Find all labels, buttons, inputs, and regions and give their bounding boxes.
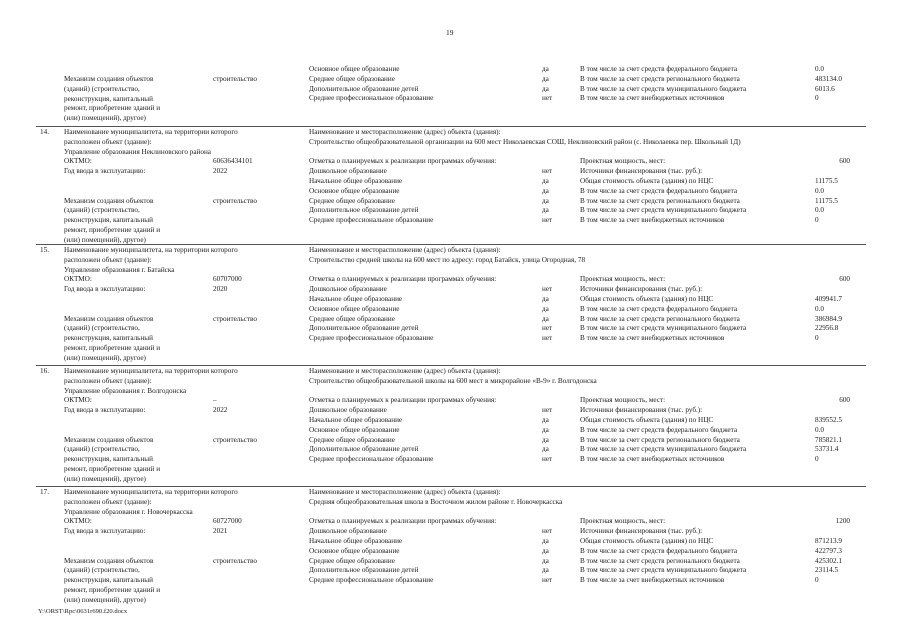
mechanism-label: Механизм создания объектов xyxy=(64,314,154,323)
funding-value: 11175.5 xyxy=(815,177,838,185)
program-label: Основное общее образование xyxy=(309,546,400,555)
mechanism-label: реконструкция, капитальный xyxy=(64,334,153,343)
funding-label: Общая стоимость объекта (здания) по НЦС xyxy=(580,537,714,545)
funding-label: Общая стоимость объекта (здания) по НЦС xyxy=(580,416,714,424)
funding-label: Общая стоимость объекта (здания) по НЦС xyxy=(580,177,714,185)
authority-name: Управление образования Неклиновского района xyxy=(64,147,211,156)
funding-value: 0.0 xyxy=(815,186,824,195)
funding-label: В том числе за счет средств муниципального бюджета xyxy=(580,566,747,575)
program-mark: да xyxy=(542,65,549,73)
oktmo-value: 60636434101 xyxy=(213,157,253,166)
authority-name: Управление образования г. Батайска xyxy=(64,265,175,274)
funding-sources-label: Источники финансирования (тыс. руб.): xyxy=(580,527,703,536)
mechanism-label: (или) помещений), другое) xyxy=(64,235,146,244)
year-label: Год ввода в эксплуатацию: xyxy=(64,285,146,294)
program-mark: нет xyxy=(542,167,553,176)
mechanism-label: (или) помещений), другое) xyxy=(64,595,146,604)
mechanism-label: Механизм создания объектов xyxy=(64,556,154,565)
entry-number: 17. xyxy=(40,488,49,496)
mechanism-label: реконструкция, капитальный xyxy=(64,576,153,585)
program-mark: да xyxy=(542,314,549,323)
mechanism-label: реконструкция, капитальный xyxy=(64,94,153,103)
mechanism-value: строительство xyxy=(213,314,257,323)
funding-value: 22956.8 xyxy=(815,324,839,333)
object-location: Средняя общеобразовательная школа в Восточном жилом районе г. Новочеркасска xyxy=(309,497,563,506)
program-mark: да xyxy=(542,74,549,83)
muni-name-label: Наименование муниципалитета, на территории которого xyxy=(64,488,238,496)
program-label: Дошкольное образование xyxy=(309,285,387,294)
mechanism-label: Механизм создания объектов xyxy=(64,75,154,83)
program-label: Дополнительное образование детей xyxy=(309,206,419,215)
program-label: Среднее профессиональное образование xyxy=(309,216,434,225)
funding-value: 0.0 xyxy=(815,304,824,313)
funding-label: В том числе за счет средств регионального бюджета xyxy=(580,314,740,323)
funding-sources-label: Источники финансирования (тыс. руб.): xyxy=(580,406,703,415)
mechanism-label: (или) помещений), другое) xyxy=(64,114,146,123)
program-label: Начальное общее образование xyxy=(309,177,403,185)
funding-value: 0.0 xyxy=(815,65,824,73)
program-label: Начальное общее образование xyxy=(309,537,403,545)
page-number: 19 xyxy=(446,28,454,37)
mechanism-label: (зданий) (строительство, xyxy=(64,206,140,215)
program-label: Основное общее образование xyxy=(309,304,400,313)
program-label: Основное общее образование xyxy=(309,425,400,434)
year-label: Год ввода в эксплуатацию: xyxy=(64,527,146,536)
muni-name-label: расположен объект (здание): xyxy=(64,376,152,385)
entry-number: 16. xyxy=(40,367,49,375)
funding-value: 785821.1 xyxy=(815,435,842,444)
funding-value: 0 xyxy=(815,576,819,585)
muni-name-label: Наименование муниципалитета, на территории которого xyxy=(64,128,238,136)
capacity-label: Проектная мощность, мест: xyxy=(580,157,666,166)
funding-label: В том числе за счет средств муниципального бюджета xyxy=(580,84,747,93)
program-mark: да xyxy=(542,196,549,205)
funding-label: В том числе за счет внебюджетных источников xyxy=(580,455,725,464)
mechanism-label: реконструкция, капитальный xyxy=(64,216,153,225)
location-heading: Наименование и месторасположение (адрес) объекта (здания): xyxy=(309,128,501,136)
muni-name-label: расположен объект (здание): xyxy=(64,255,152,264)
oktmo-value: 60727000 xyxy=(213,517,242,526)
location-heading: Наименование и месторасположение (адрес) объекта (здания): xyxy=(309,246,501,254)
funding-value: 871213.9 xyxy=(815,537,842,545)
program-label: Среднее общее образование xyxy=(309,556,395,565)
oktmo-label: ОКТМО: xyxy=(64,275,92,284)
program-mark: да xyxy=(542,177,549,185)
mechanism-label: (зданий) (строительство, xyxy=(64,84,140,93)
program-mark: да xyxy=(542,435,549,444)
mechanism-label: ремонт, приобретение зданий и xyxy=(64,226,161,234)
programs-heading: Отметка о планируемых к реализации программах обучения: xyxy=(309,275,497,284)
program-label: Дополнительное образование детей xyxy=(309,445,419,454)
capacity-label: Проектная мощность, мест: xyxy=(580,396,666,405)
program-label: Среднее профессиональное образование xyxy=(309,455,434,464)
funding-label: В том числе за счет средств регионального бюджета xyxy=(580,556,740,565)
mechanism-label: (зданий) (строительство, xyxy=(64,324,140,333)
program-mark: нет xyxy=(542,406,553,415)
program-mark: да xyxy=(542,206,549,215)
year-value: 2021 xyxy=(213,527,228,536)
muni-name-label: расположен объект (здание): xyxy=(64,137,152,146)
mechanism-label: реконструкция, капитальный xyxy=(64,455,153,464)
authority-name: Управление образования г. Новочеркасска xyxy=(64,507,193,516)
program-label: Дополнительное образование детей xyxy=(309,84,419,93)
program-label: Среднее профессиональное образование xyxy=(309,576,434,585)
program-mark: нет xyxy=(542,324,553,333)
program-mark: да xyxy=(542,546,549,555)
funding-value: 0.0 xyxy=(815,425,824,434)
mechanism-label: (зданий) (строительство, xyxy=(64,566,140,575)
mechanism-label: (или) помещений), другое) xyxy=(64,474,146,483)
object-location: Строительство средней школы на 600 мест по адресу: город Батайск, улица Огородная, 78 xyxy=(309,255,586,264)
program-mark: да xyxy=(542,445,549,454)
program-mark: да xyxy=(542,566,549,575)
funding-value: 386984.9 xyxy=(815,314,842,323)
programs-heading: Отметка о планируемых к реализации программах обучения: xyxy=(309,157,497,166)
funding-value: 409941.7 xyxy=(815,295,842,303)
program-mark: да xyxy=(542,84,549,93)
object-location: Строительство общеобразовательной организации на 600 мест Николаевская СОШ, Неклиновский район (с. Николаевка пер. Школьный 1Д) xyxy=(309,137,741,146)
capacity-label: Проектная мощность, мест: xyxy=(580,517,666,526)
funding-label: В том числе за счет средств регионального бюджета xyxy=(580,435,740,444)
year-value: 2020 xyxy=(213,285,228,294)
funding-label: В том числе за счет внебюджетных источников xyxy=(580,334,725,343)
program-label: Среднее профессиональное образование xyxy=(309,334,434,343)
mechanism-value: строительство xyxy=(213,435,257,444)
mechanism-value: строительство xyxy=(213,75,257,83)
year-label: Год ввода в эксплуатацию: xyxy=(64,167,146,176)
mechanism-label: ремонт, приобретение зданий и xyxy=(64,586,161,594)
funding-label: Общая стоимость объекта (здания) по НЦС xyxy=(580,295,714,303)
programs-heading: Отметка о планируемых к реализации программах обучения: xyxy=(309,396,497,405)
programs-heading: Отметка о планируемых к реализации программах обучения: xyxy=(309,517,497,526)
program-label: Среднее профессиональное образование xyxy=(309,94,434,103)
mechanism-label: Механизм создания объектов xyxy=(64,435,154,444)
year-label: Год ввода в эксплуатацию: xyxy=(64,406,146,415)
funding-value: 0 xyxy=(815,334,819,343)
muni-name-label: расположен объект (здание): xyxy=(64,497,152,506)
entry-number: 14. xyxy=(40,128,49,136)
program-mark: да xyxy=(542,295,549,303)
funding-value: 23114.5 xyxy=(815,566,839,575)
program-label: Среднее общее образование xyxy=(309,435,395,444)
location-heading: Наименование и месторасположение (адрес) объекта (здания): xyxy=(309,367,501,375)
funding-value: 6013.6 xyxy=(815,84,835,93)
program-mark: нет xyxy=(542,527,553,536)
program-label: Дошкольное образование xyxy=(309,167,387,176)
capacity-value: 600 xyxy=(839,157,850,166)
program-mark: да xyxy=(542,537,549,545)
program-label: Начальное общее образование xyxy=(309,416,403,424)
entry-number: 15. xyxy=(40,246,49,254)
funding-value: 483134.0 xyxy=(815,74,842,83)
row-divider xyxy=(36,365,866,366)
funding-label: В том числе за счет средств федерального бюджета xyxy=(580,546,738,555)
capacity-value: 1200 xyxy=(835,517,850,526)
program-label: Дополнительное образование детей xyxy=(309,566,419,575)
funding-label: В том числе за счет средств федерального бюджета xyxy=(580,186,738,195)
mechanism-label: ремонт, приобретение зданий и xyxy=(64,104,161,113)
funding-label: В том числе за счет внебюджетных источников xyxy=(580,216,725,225)
funding-value: 0 xyxy=(815,94,819,103)
program-label: Основное общее образование xyxy=(309,65,400,73)
funding-label: В том числе за счет средств регионального бюджета xyxy=(580,74,740,83)
program-mark: нет xyxy=(542,576,553,585)
oktmo-value: 60707000 xyxy=(213,275,242,284)
funding-label: В том числе за счет средств муниципального бюджета xyxy=(580,206,747,215)
muni-name-label: Наименование муниципалитета, на территории которого xyxy=(64,367,238,375)
program-mark: нет xyxy=(542,285,553,294)
program-mark: да xyxy=(542,186,549,195)
muni-name-label: Наименование муниципалитета, на территории которого xyxy=(64,246,238,254)
funding-label: В том числе за счет средств регионального бюджета xyxy=(580,196,740,205)
location-heading: Наименование и месторасположение (адрес) объекта (здания): xyxy=(309,488,501,496)
program-label: Начальное общее образование xyxy=(309,295,403,303)
oktmo-label: ОКТМО: xyxy=(64,517,92,526)
program-mark: да xyxy=(542,425,549,434)
program-label: Дошкольное образование xyxy=(309,527,387,536)
funding-label: В том числе за счет внебюджетных источников xyxy=(580,576,725,585)
funding-label: В том числе за счет средств федерального бюджета xyxy=(580,425,738,434)
year-value: 2022 xyxy=(213,167,228,176)
year-value: 2022 xyxy=(213,406,228,415)
capacity-value: 600 xyxy=(839,275,850,284)
row-divider xyxy=(36,486,866,487)
program-label: Среднее общее образование xyxy=(309,196,395,205)
program-mark: нет xyxy=(542,94,553,103)
program-mark: нет xyxy=(542,455,553,464)
program-mark: да xyxy=(542,556,549,565)
program-label: Дополнительное образование детей xyxy=(309,324,419,333)
mechanism-label: (или) помещений), другое) xyxy=(64,353,146,362)
oktmo-value: – xyxy=(213,396,217,405)
funding-sources-label: Источники финансирования (тыс. руб.): xyxy=(580,285,703,294)
object-location: Строительство общеобразовательной школы на 600 мест в микрорайоне «В-9» г. Волгодонска xyxy=(309,376,597,385)
file-path-footer: Y:\ORST\Rpc\0631r690.f20.docx xyxy=(38,608,128,615)
mechanism-label: ремонт, приобретение зданий и xyxy=(64,465,161,473)
funding-value: 425302.1 xyxy=(815,556,842,565)
funding-value: 0 xyxy=(815,216,819,225)
funding-value: 11175.5 xyxy=(815,196,838,205)
mechanism-value: строительство xyxy=(213,556,257,565)
funding-label: В том числе за счет средств муниципального бюджета xyxy=(580,324,747,333)
program-label: Дошкольное образование xyxy=(309,406,387,415)
mechanism-label: ремонт, приобретение зданий и xyxy=(64,344,161,352)
capacity-value: 600 xyxy=(839,396,850,405)
program-label: Среднее общее образование xyxy=(309,314,395,323)
capacity-label: Проектная мощность, мест: xyxy=(580,275,666,284)
program-mark: нет xyxy=(542,216,553,225)
row-divider xyxy=(36,126,866,127)
funding-label: В том числе за счет внебюджетных источников xyxy=(580,94,725,103)
program-mark: да xyxy=(542,304,549,313)
row-divider xyxy=(36,244,866,245)
program-mark: нет xyxy=(542,334,553,343)
program-mark: да xyxy=(542,416,549,424)
program-label: Основное общее образование xyxy=(309,186,400,195)
mechanism-label: (зданий) (строительство, xyxy=(64,445,140,454)
oktmo-label: ОКТМО: xyxy=(64,157,92,166)
oktmo-label: ОКТМО: xyxy=(64,396,92,405)
funding-value: 0.0 xyxy=(815,206,824,215)
funding-value: 422797.3 xyxy=(815,546,842,555)
program-label: Среднее общее образование xyxy=(309,74,395,83)
funding-value: 53731.4 xyxy=(815,445,839,454)
funding-value: 0 xyxy=(815,455,819,464)
mechanism-value: строительство xyxy=(213,196,257,205)
authority-name: Управление образования г. Волгодонска xyxy=(64,386,187,395)
funding-label: В том числе за счет средств муниципального бюджета xyxy=(580,445,747,454)
funding-label: В том числе за счет средств федерального бюджета xyxy=(580,65,738,73)
mechanism-label: Механизм создания объектов xyxy=(64,196,154,205)
funding-label: В том числе за счет средств федерального бюджета xyxy=(580,304,738,313)
funding-sources-label: Источники финансирования (тыс. руб.): xyxy=(580,167,703,176)
funding-value: 839552.5 xyxy=(815,416,842,424)
